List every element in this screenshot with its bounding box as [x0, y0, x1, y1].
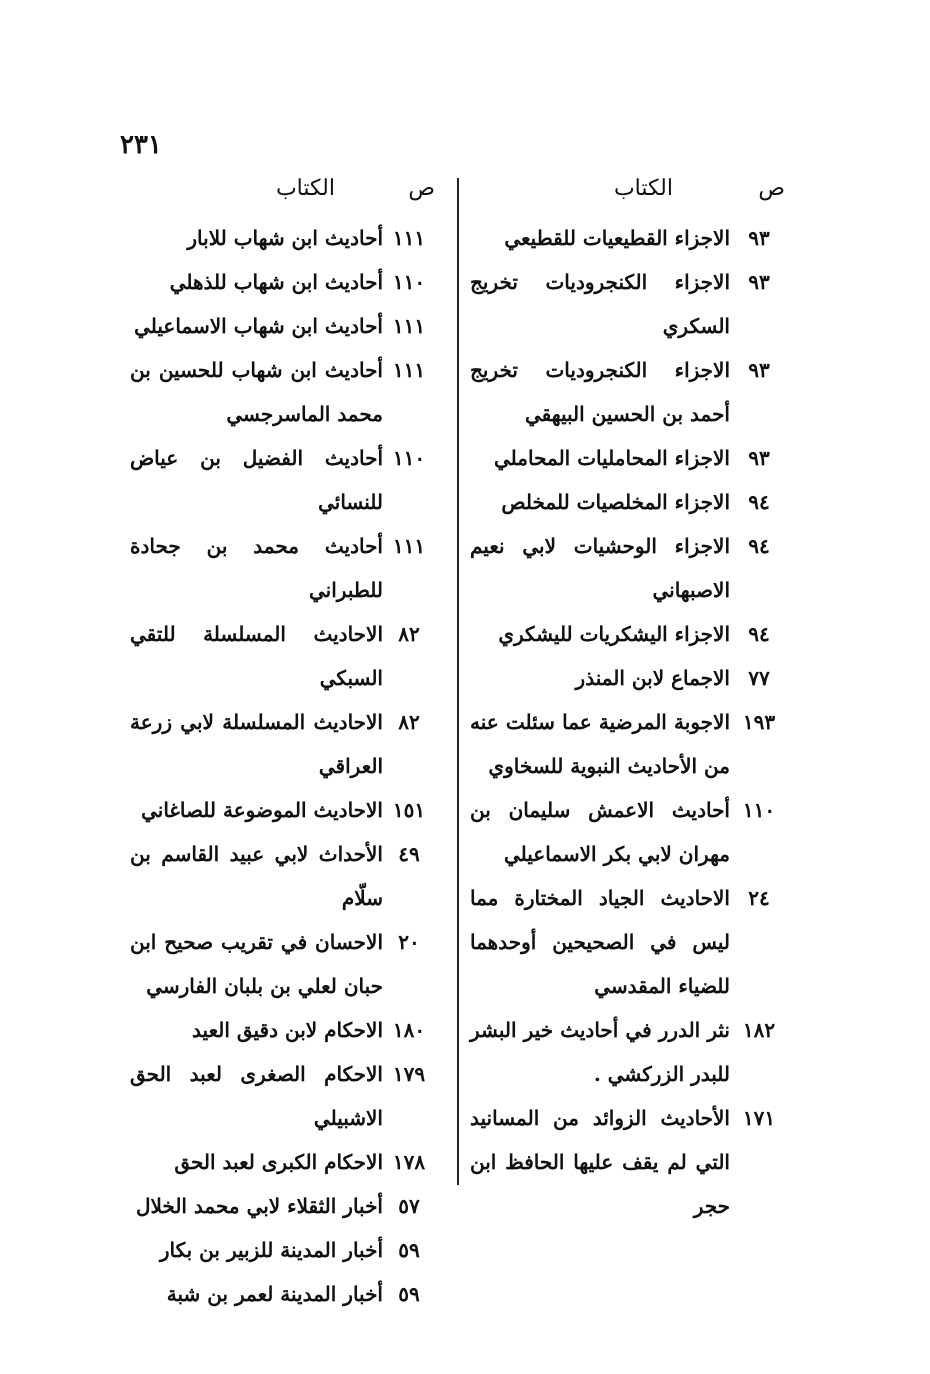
entry-title: أحاديث ابن شهاب الاسماعيلي	[134, 314, 383, 338]
page-column-label: ص	[408, 176, 435, 201]
left-column	[130, 168, 435, 1316]
index-entry	[130, 1140, 435, 1184]
entry-title: الاجزاء الكنجروديات تخريج السكري	[470, 270, 730, 338]
entry-page: ٥٧	[398, 1194, 420, 1218]
entry-title: الاجوبة المرضية عما سئلت عنه من الأحاديث النبوية للسخاوي	[470, 710, 730, 778]
entry-title: أحاديث ابن شهاب للابار	[187, 226, 383, 250]
entry-page: ٢٠	[398, 930, 420, 954]
entry-page: ١١٠	[742, 798, 776, 822]
entry-title: الاجزاء المحامليات المحاملي	[494, 446, 730, 470]
entry-title: الاحكام لابن دقيق العيد	[192, 1018, 383, 1042]
entry-page: ٩٣	[748, 446, 770, 470]
entry-title: الاحاديث الجياد المختارة مما ليس في الصحيحين أوحدهما للضياء المقدسي	[470, 886, 730, 998]
entry-title: الاجزاء القطيعيات للقطيعي	[504, 226, 730, 250]
index-entry	[470, 436, 785, 480]
index-entry	[130, 700, 435, 788]
entry-title: الأحاديث الزوائد من المسانيد التي لم يقف عليها الحافظ ابن حجر	[470, 1106, 730, 1218]
entry-title: الاحاديث المسلسلة لابي زرعة العراقي	[130, 710, 383, 778]
index-entry	[470, 524, 785, 612]
entry-page: ١٧٩	[392, 1062, 426, 1086]
index-entry	[130, 216, 435, 260]
entry-page: ١٨٠	[392, 1018, 426, 1042]
index-entry	[130, 612, 435, 700]
index-entry	[470, 348, 785, 436]
index-entry	[470, 656, 785, 700]
entry-title: أحاديث ابن شهاب للحسين بن محمد الماسرجسي	[130, 358, 383, 426]
entry-page: ١١١	[392, 358, 426, 382]
entry-page: ١٧٨	[392, 1150, 426, 1174]
entry-page: ٤٩	[398, 842, 420, 866]
index-entry	[130, 1228, 435, 1272]
entry-title: الاجزاء المخلصيات للمخلص	[501, 490, 730, 514]
index-entry	[470, 480, 785, 524]
entry-title: أحاديث الاعمش سليمان بن مهران لابي بكر الاسماعيلي	[470, 798, 730, 866]
entry-page: ١١١	[392, 226, 426, 250]
entry-page: ٩٣	[748, 358, 770, 382]
entry-title: نثر الدرر في أحاديث خير البشر للبدر الزركشي .	[470, 1018, 730, 1086]
entry-title: الاحاديث الموضوعة للصاغاني	[141, 798, 383, 822]
entry-page: ١٩٣	[742, 710, 776, 734]
entry-title: الاجزاء الوحشيات لابي نعيم الاصبهاني	[470, 534, 730, 602]
index-entry	[470, 612, 785, 656]
index-entry	[470, 1096, 785, 1228]
entry-title: أحاديث ابن شهاب للذهلي	[169, 270, 383, 294]
index-entry	[130, 920, 435, 1008]
entry-page: ١٨٢	[742, 1018, 776, 1042]
entry-page: ١٧١	[742, 1106, 776, 1130]
entry-page: ٧٧	[748, 666, 770, 690]
entry-title: أخبار الثقلاء لابي محمد الخلال	[135, 1194, 383, 1218]
index-entry	[470, 216, 785, 260]
entry-page: ١١٠	[392, 270, 426, 294]
index-entry	[130, 1052, 435, 1140]
entry-title: أحاديث محمد بن جحادة للطبراني	[130, 534, 383, 602]
entry-page: ٢٤	[748, 886, 770, 910]
entry-title: أخبار المدينة للزبير بن بكار	[159, 1238, 383, 1262]
entry-page: ٩٤	[748, 534, 770, 558]
column-header	[130, 168, 435, 216]
column-divider	[457, 178, 459, 1185]
column-header	[470, 168, 785, 216]
index-entry	[130, 788, 435, 832]
page-column-label: ص	[758, 176, 785, 201]
entry-page: ١١١	[392, 314, 426, 338]
entry-page: ٨٢	[398, 622, 420, 646]
entry-title: الاحاديث المسلسلة للتقي السبكي	[130, 622, 383, 690]
entry-title: الأحداث لابي عبيد القاسم بن سلّام	[130, 842, 383, 910]
entry-page: ١١١	[392, 534, 426, 558]
index-entry	[130, 832, 435, 920]
index-entry	[130, 1184, 435, 1228]
book-column-label: الكتاب	[613, 176, 673, 201]
entry-page: ١١٠	[392, 446, 426, 470]
index-entry	[130, 304, 435, 348]
entry-page: ١٥١	[392, 798, 426, 822]
index-entry	[130, 1008, 435, 1052]
index-entry	[470, 788, 785, 876]
index-entry	[470, 1008, 785, 1096]
page-number: ٢٣١	[120, 130, 162, 160]
entry-title: الاجماع لابن المنذر	[575, 666, 730, 690]
entry-title: الاحكام الصغرى لعبد الحق الاشبيلي	[130, 1062, 383, 1130]
entry-page: ٥٩	[398, 1282, 420, 1306]
entry-title: الاحكام الكبرى لعبد الحق	[174, 1150, 383, 1174]
entry-title: الاجزاء اليشكريات لليشكري	[498, 622, 730, 646]
entry-page: ٩٤	[748, 490, 770, 514]
index-entry	[130, 260, 435, 304]
index-entry	[130, 524, 435, 612]
book-column-label: الكتاب	[275, 176, 335, 201]
index-entry	[130, 1272, 435, 1316]
index-entry	[470, 876, 785, 1008]
entry-page: ٩٣	[748, 226, 770, 250]
entry-title: الاجزاء الكنجروديات تخريج أحمد بن الحسين البيهقي	[470, 358, 730, 426]
entry-page: ٩٣	[748, 270, 770, 294]
entry-page: ٥٩	[398, 1238, 420, 1262]
index-entry	[470, 260, 785, 348]
index-entry	[130, 348, 435, 436]
entry-title: أخبار المدينة لعمر بن شبة	[166, 1282, 383, 1306]
index-entry	[470, 700, 785, 788]
right-column	[470, 168, 785, 1228]
entry-page: ٨٢	[398, 710, 420, 734]
entry-title: الاحسان في تقريب صحيح ابن حبان لعلي بن بلبان الفارسي	[130, 930, 383, 998]
index-entry	[130, 436, 435, 524]
entry-page: ٩٤	[748, 622, 770, 646]
entry-title: أحاديث الفضيل بن عياض للنسائي	[130, 446, 383, 514]
